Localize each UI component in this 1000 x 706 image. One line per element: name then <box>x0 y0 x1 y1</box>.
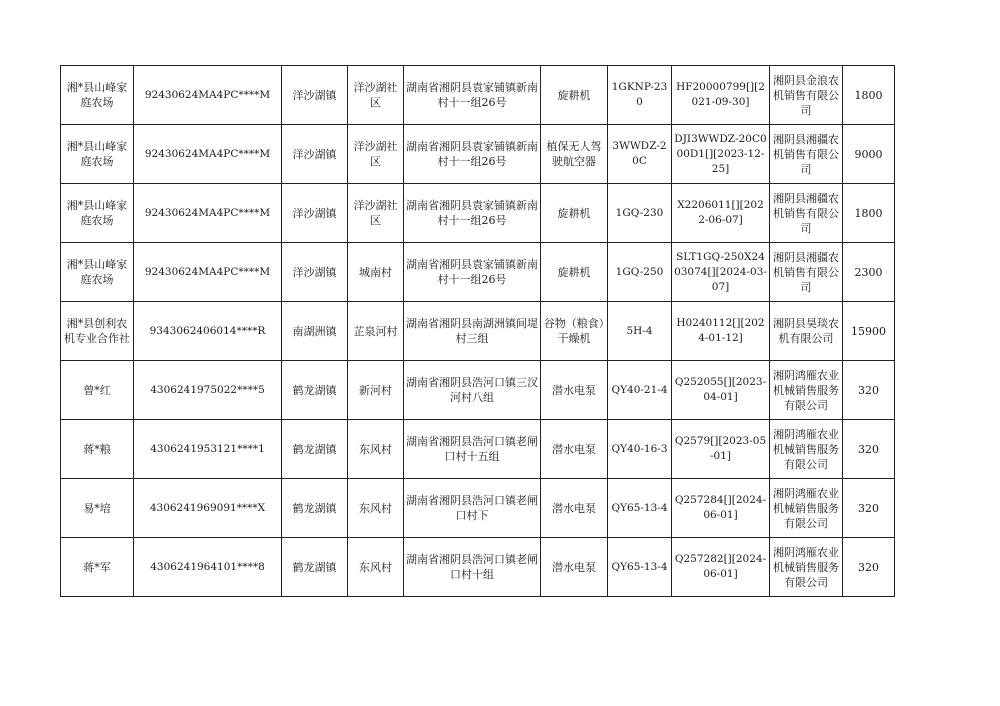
cell-id-number: 92430624MA4PC****M <box>134 125 282 184</box>
cell-applicant-name: 蒋*军 <box>61 538 134 597</box>
cell-address: 湖南省湘阴县袁家铺镇新南村十一组26号 <box>404 184 541 243</box>
cell-machine-type: 潜水电泵 <box>541 479 608 538</box>
cell-id-number: 92430624MA4PC****M <box>134 184 282 243</box>
table-row <box>61 538 895 597</box>
cell-town: 鹤龙湖镇 <box>282 479 348 538</box>
cell-model: QY40-21-4 <box>608 361 672 420</box>
cell-id-number: 4306241975022****5 <box>134 361 282 420</box>
cell-village: 东风村 <box>348 479 404 538</box>
cell-subsidy-amount: 320 <box>843 420 895 479</box>
table-row <box>61 361 895 420</box>
cell-village: 新河村 <box>348 361 404 420</box>
cell-invoice: Q2579[][2023-05-01] <box>672 420 770 479</box>
cell-town: 洋沙湖镇 <box>282 184 348 243</box>
table-row <box>61 302 895 361</box>
table-row <box>61 243 895 302</box>
table-row <box>61 125 895 184</box>
cell-machine-type: 潜水电泵 <box>541 361 608 420</box>
cell-town: 洋沙湖镇 <box>282 243 348 302</box>
cell-applicant-name: 湘*县山峰家庭农场 <box>61 184 134 243</box>
cell-applicant-name: 曾*红 <box>61 361 134 420</box>
cell-subsidy-amount: 320 <box>843 479 895 538</box>
cell-id-number: 4306241964101****8 <box>134 538 282 597</box>
table-body <box>61 66 895 597</box>
cell-address: 湖南省湘阴县浩河口镇三汊河村八组 <box>404 361 541 420</box>
cell-seller: 湘阴鸿雁农业机械销售服务有限公司 <box>770 538 843 597</box>
cell-seller: 湘阴鸿雁农业机械销售服务有限公司 <box>770 420 843 479</box>
cell-invoice: H0240112[][2024-01-12] <box>672 302 770 361</box>
cell-invoice: X2206011[][2022-06-07] <box>672 184 770 243</box>
cell-model: 3WWDZ-20C <box>608 125 672 184</box>
cell-village: 城南村 <box>348 243 404 302</box>
cell-model: 1GQ-250 <box>608 243 672 302</box>
cell-subsidy-amount: 320 <box>843 538 895 597</box>
cell-seller: 湘阴县金浪农机销售有限公司 <box>770 66 843 125</box>
cell-village: 东风村 <box>348 420 404 479</box>
cell-invoice: Q257282[][2024-06-01] <box>672 538 770 597</box>
cell-address: 湖南省湘阴县浩河口镇老闸口村十组 <box>404 538 541 597</box>
cell-town: 南湖洲镇 <box>282 302 348 361</box>
cell-town: 鹤龙湖镇 <box>282 538 348 597</box>
cell-seller: 湘阴鸿雁农业机械销售服务有限公司 <box>770 479 843 538</box>
cell-model: 5H-4 <box>608 302 672 361</box>
cell-subsidy-amount: 1800 <box>843 184 895 243</box>
cell-machine-type: 旋耕机 <box>541 243 608 302</box>
subsidy-table <box>60 65 895 597</box>
cell-village: 洋沙湖社区 <box>348 66 404 125</box>
cell-town: 鹤龙湖镇 <box>282 420 348 479</box>
cell-address: 湖南省湘阴县浩河口镇老闸口村下 <box>404 479 541 538</box>
cell-model: QY65-13-4 <box>608 538 672 597</box>
cell-model: QY40-16-3 <box>608 420 672 479</box>
cell-seller: 湘阴县昊琰农机有限公司 <box>770 302 843 361</box>
cell-address: 湖南省湘阴县袁家铺镇新南村十一组26号 <box>404 243 541 302</box>
cell-machine-type: 旋耕机 <box>541 66 608 125</box>
cell-village: 芷泉河村 <box>348 302 404 361</box>
cell-invoice: HF20000799[][2021-09-30] <box>672 66 770 125</box>
cell-machine-type: 谷物（粮食）干燥机 <box>541 302 608 361</box>
cell-village: 洋沙湖社区 <box>348 184 404 243</box>
cell-id-number: 4306241953121****1 <box>134 420 282 479</box>
cell-applicant-name: 蒋*粮 <box>61 420 134 479</box>
cell-id-number: 92430624MA4PC****M <box>134 66 282 125</box>
cell-applicant-name: 湘*县山峰家庭农场 <box>61 125 134 184</box>
cell-town: 洋沙湖镇 <box>282 66 348 125</box>
cell-machine-type: 植保无人驾驶航空器 <box>541 125 608 184</box>
cell-town: 洋沙湖镇 <box>282 125 348 184</box>
cell-invoice: DJI3WWDZ-20C000D1[][2023-12-25] <box>672 125 770 184</box>
cell-machine-type: 潜水电泵 <box>541 538 608 597</box>
cell-seller: 湘阴鸿雁农业机械销售服务有限公司 <box>770 361 843 420</box>
cell-address: 湖南省湘阴县袁家铺镇新南村十一组26号 <box>404 125 541 184</box>
table-row <box>61 66 895 125</box>
cell-invoice: Q252055[][2023-04-01] <box>672 361 770 420</box>
cell-invoice: Q257284[][2024-06-01] <box>672 479 770 538</box>
cell-machine-type: 旋耕机 <box>541 184 608 243</box>
cell-applicant-name: 湘*县创利农机专业合作社 <box>61 302 134 361</box>
cell-model: 1GKNP-230 <box>608 66 672 125</box>
cell-applicant-name: 湘*县山峰家庭农场 <box>61 66 134 125</box>
cell-model: QY65-13-4 <box>608 479 672 538</box>
cell-id-number: 9343062406014****R <box>134 302 282 361</box>
table-row <box>61 184 895 243</box>
table-row <box>61 420 895 479</box>
cell-id-number: 92430624MA4PC****M <box>134 243 282 302</box>
cell-model: 1GQ-230 <box>608 184 672 243</box>
cell-village: 洋沙湖社区 <box>348 125 404 184</box>
cell-address: 湖南省湘阴县南湖洲镇间堤村三组 <box>404 302 541 361</box>
cell-applicant-name: 湘*县山峰家庭农场 <box>61 243 134 302</box>
cell-applicant-name: 易*培 <box>61 479 134 538</box>
cell-town: 鹤龙湖镇 <box>282 361 348 420</box>
cell-seller: 湘阴县湘疆农机销售有限公司 <box>770 125 843 184</box>
cell-subsidy-amount: 320 <box>843 361 895 420</box>
cell-address: 湖南省湘阴县袁家铺镇新南村十一组26号 <box>404 66 541 125</box>
cell-id-number: 4306241969091****X <box>134 479 282 538</box>
cell-village: 东风村 <box>348 538 404 597</box>
cell-subsidy-amount: 15900 <box>843 302 895 361</box>
cell-seller: 湘阴县湘疆农机销售有限公司 <box>770 243 843 302</box>
cell-invoice: SLT1GQ-250X2403074[][2024-03-07] <box>672 243 770 302</box>
cell-subsidy-amount: 2300 <box>843 243 895 302</box>
cell-subsidy-amount: 1800 <box>843 66 895 125</box>
cell-subsidy-amount: 9000 <box>843 125 895 184</box>
cell-machine-type: 潜水电泵 <box>541 420 608 479</box>
cell-address: 湖南省湘阴县浩河口镇老闸口村十五组 <box>404 420 541 479</box>
cell-seller: 湘阴县湘疆农机销售有限公司 <box>770 184 843 243</box>
table-row <box>61 479 895 538</box>
